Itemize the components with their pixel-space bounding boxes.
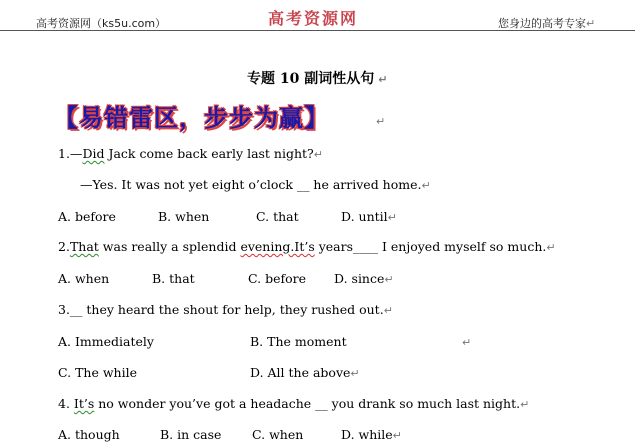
question-4-option-d: D. while↵ <box>341 427 402 442</box>
paragraph-mark: ↵ <box>462 336 472 349</box>
question-2-option-b: B. that <box>152 271 195 286</box>
question-3-option-b: B. The moment <box>250 334 347 349</box>
question-1-option-a: A. before <box>58 209 116 224</box>
question-1-stem: 1.—Did Jack come back early last night?↵ <box>58 146 323 161</box>
question-1-option-d: D. until↵ <box>341 209 397 224</box>
question-4-option-a: A. though <box>58 427 120 442</box>
question-2-option-d: D. since↵ <box>334 271 394 286</box>
question-3-option-a: A. Immediately <box>58 334 154 349</box>
question-1-option-b: B. when <box>158 209 210 224</box>
question-4-option-b: B. in case <box>160 427 222 442</box>
question-3-stem: 3.__ they heard the shout for help, they rushed out.↵ <box>58 302 393 317</box>
question-3-option-c: C. The while <box>58 365 137 380</box>
header-divider <box>0 30 635 31</box>
question-2-option-a: A. when <box>58 271 110 286</box>
question-3-option-d: D. All the above↵ <box>250 365 360 380</box>
section-banner: 【易错雷区，步步为赢】 <box>54 104 329 132</box>
header-left-text: 高考资源网（ks5u.com） <box>36 17 167 30</box>
question-4-stem: 4. It’s no wonder you’ve got a headache __ you drank so much last night.↵ <box>58 396 530 411</box>
question-1-answer-line: —Yes. It was not yet eight o’clock __ he arrived home.↵ <box>80 177 431 192</box>
question-4-option-c: C. when <box>252 427 304 442</box>
page-title: 专题 10 副词性从句 ↵ <box>247 71 388 87</box>
question-1-option-c: C. that <box>256 209 299 224</box>
question-2-stem: 2.That was really a splendid evening.It’s years____ I enjoyed myself so much.↵ <box>58 239 556 254</box>
paragraph-mark: ↵ <box>376 115 386 128</box>
header-right-text: 您身边的高考专家↵ <box>498 17 596 30</box>
header-brand-logo: 高考资源网 <box>268 9 359 28</box>
question-2-option-c: C. before <box>248 271 306 286</box>
